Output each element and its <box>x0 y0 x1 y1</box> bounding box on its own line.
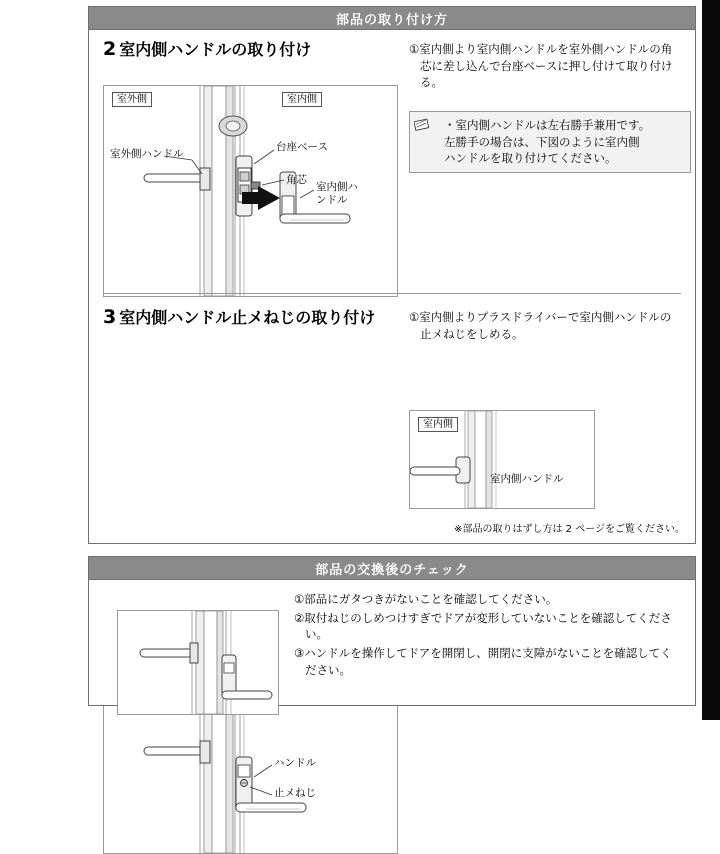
section-divider <box>103 293 681 294</box>
label-outside-handle: 室外側ハンドル <box>110 148 184 160</box>
step3-instruction: ①室内側よりプラスドライバーで室内側ハンドルの止メねじをしめる。 <box>409 310 672 341</box>
step2-subfigure-label: 室内側ハンドル <box>490 473 564 485</box>
hand-pointer-icon <box>414 116 436 132</box>
step2-note-line3: ハンドルを取り付けてください。 <box>444 151 617 166</box>
step2-tag-outside: 室外側 <box>112 92 152 107</box>
step3-number: 3 <box>103 306 117 328</box>
page-edge-strip <box>702 0 720 720</box>
step2-instruction-block <box>409 41 679 93</box>
check-item-3: ③ハンドルを操作してドアを開閉し、開閉に支障がないことを確認してください。 <box>294 646 672 677</box>
check-panel-header: 部品の交換後のチェック <box>89 557 695 580</box>
step2-note-line2: 左勝手の場合は、下図のように室内側 <box>444 134 640 149</box>
check-figure <box>117 610 279 715</box>
step2-note-line1: ・室内側ハンドルは左右勝手兼用です。 <box>444 118 651 132</box>
check-items <box>294 591 679 680</box>
label-inside-handle-line1: 室内側ハ <box>316 181 358 193</box>
label-square-core: 角芯 <box>286 174 307 186</box>
step2-number: 2 <box>103 38 117 60</box>
check-figure-drawing <box>118 611 278 714</box>
step2-title <box>103 37 311 60</box>
step3-title <box>103 305 375 328</box>
step3-title-text: 室内側ハンドル止メねじの取り付け <box>119 308 376 327</box>
step2-subfigure <box>409 410 595 509</box>
label-handle: ハンドル <box>274 757 316 769</box>
install-panel-header: 部品の取り付け方 <box>89 7 695 30</box>
check-item-2: ②取付ねじのしめつけすぎでドアが変形していないことを確認してください。 <box>294 610 672 642</box>
step2-tag-inside: 室内側 <box>282 92 322 107</box>
check-panel <box>88 556 696 706</box>
label-screw: 止メねじ <box>274 787 316 799</box>
step3-instruction-block <box>409 309 679 344</box>
step2-instruction: ①室内側より室内側ハンドルを室外側ハンドルの角芯に差し込んで台座ベースに押し付けて取り付ける。 <box>409 42 673 90</box>
check-item-1: ①部品にガタつきがないことを確認してください。 <box>294 592 558 606</box>
install-panel-footnote: ※部品の取りはずし方は 2 ページをご覧ください。 <box>454 524 685 535</box>
step2-title-text: 室内側ハンドルの取り付け <box>119 40 312 59</box>
label-inside-handle-line2: ンドル <box>316 194 348 206</box>
step2-figure <box>103 85 398 297</box>
step2-leader-lines <box>104 86 397 296</box>
step2-subfigure-tag-inside: 室内側 <box>418 417 458 432</box>
step2-note <box>409 111 691 173</box>
label-base: 台座ベース <box>276 141 328 153</box>
